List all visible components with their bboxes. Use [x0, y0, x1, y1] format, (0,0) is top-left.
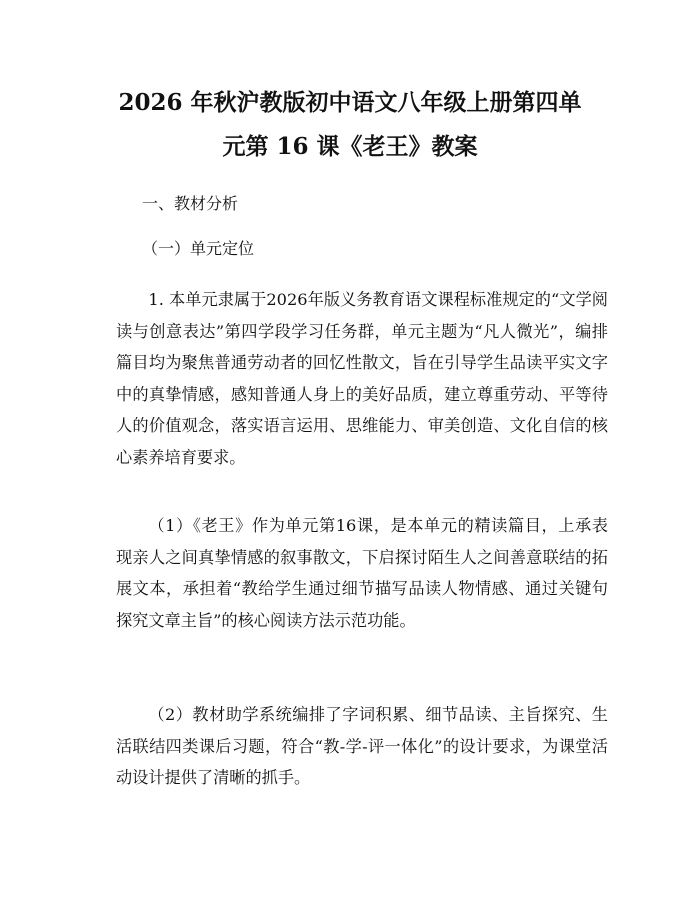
subsection-heading: （一）单元定位 — [142, 239, 255, 258]
paragraph-2: （1）《老王》作为单元第16课，是本单元的精读篇目，上承表现亲人之间真挚情感的叙事散文，下启探讨陌生人之间善意联结的拓展文本，承担着“教给学生通过细节描写品读人物情感、通过关键句探究文章主旨”的核心阅读方法示范功能。 — [116, 516, 608, 630]
document-title-line-1: 2026 年秋沪教版初中语文八年级上册第四单 — [118, 89, 582, 116]
paragraph-1: 1. 本单元隶属于2026年版义务教育语文课程标准规定的“文学阅读与创意表达”第四学段学习任务群，单元主题为“凡人微光”，编排篇目均为聚焦普通劳动者的回忆性散文，旨在引导学生品读平实文字中的真挚情感，感知普通人身上的美好品质，建立尊重劳动、平等待人的价值观念，落实语言运用、思维能力、审美创造、文化自信的核心素养培育要求。 — [116, 290, 608, 467]
paragraph-3: （2）教材助学系统编排了字词积累、细节品读、主旨探究、生活联结四类课后习题，符合“教-学-评一体化”的设计要求，为课堂活动设计提供了清晰的抓手。 — [116, 705, 608, 788]
section-heading: 一、教材分析 — [142, 194, 239, 213]
document-title-line-2: 元第 16 课《老王》教案 — [222, 133, 478, 160]
